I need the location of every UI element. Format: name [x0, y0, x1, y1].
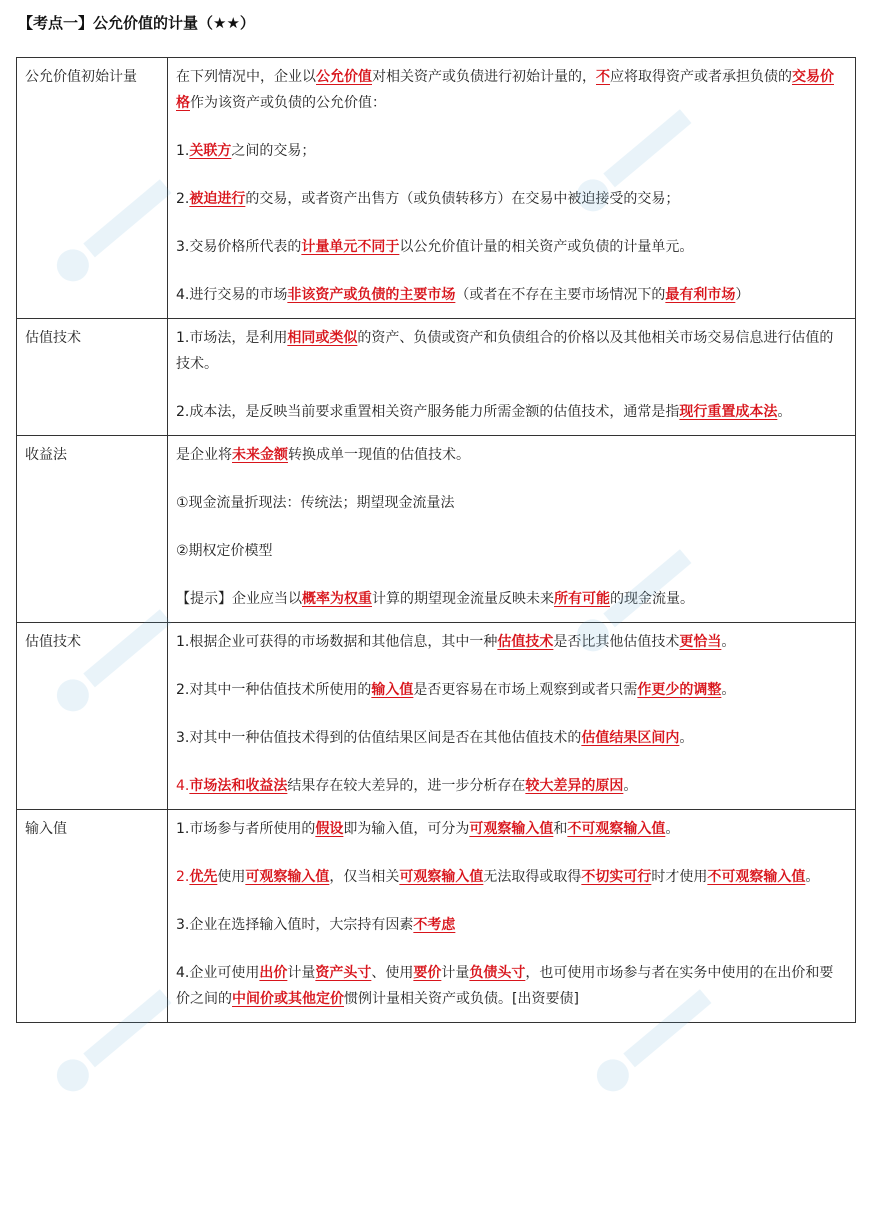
key-term: 未来金额	[232, 447, 288, 463]
table-row	[17, 436, 856, 623]
key-term: 不可观察输入值	[707, 869, 806, 885]
text-segment: 对相关资产或负债进行初始计量的，	[372, 69, 596, 85]
row-label: 估值技术	[17, 319, 168, 436]
text-segment: （或者在不存在主要市场情况下的	[455, 287, 666, 303]
key-term: 优先	[189, 869, 218, 885]
text-segment: 之间的交易；	[231, 143, 316, 159]
key-term: 较大差异的原因	[525, 778, 624, 794]
row-content	[168, 319, 856, 436]
content-paragraph	[176, 586, 847, 612]
key-term: 最有利市场	[665, 287, 736, 303]
table-row	[17, 810, 856, 1023]
text-segment: 惯例计量相关资产或负债。[出资要债]	[344, 991, 579, 1007]
key-term: 所有可能	[554, 591, 610, 607]
text-segment: 作为该资产或负债的公允价值：	[190, 95, 386, 111]
content-paragraph	[176, 629, 847, 655]
text-segment: 【提示】企业应当以	[176, 591, 302, 607]
content-paragraph	[176, 138, 847, 164]
key-term: 可观察输入值	[469, 821, 554, 837]
content-paragraph	[176, 912, 847, 938]
text-segment: ，也可使用市场参与者在实务中使用的在出价和要价之间的	[176, 965, 834, 1007]
key-term: 出价	[259, 965, 288, 981]
key-term: 概率为权重	[302, 591, 372, 607]
text-segment: 是否比其他估值技术	[553, 634, 680, 650]
key-term: 非该资产或负债的主要市场	[287, 287, 456, 303]
key-term: 假设	[315, 821, 344, 837]
key-term: 更恰当	[679, 634, 722, 650]
row-content	[168, 810, 856, 1023]
key-term: 资产头寸	[315, 965, 372, 981]
content-paragraph	[176, 538, 847, 564]
text-segment: 的现金流量。	[610, 591, 694, 607]
key-term: 可观察输入值	[245, 869, 330, 885]
text-segment: 1.	[176, 143, 190, 159]
key-term: 计量单元不同于	[301, 239, 400, 255]
content-paragraph	[176, 816, 847, 842]
key-term: 公允价值	[316, 69, 372, 85]
text-segment: ②期权定价模型	[176, 543, 273, 559]
content-paragraph	[176, 64, 847, 116]
key-term: 交易价格	[176, 69, 834, 111]
row-label: 公允价值初始计量	[17, 58, 168, 319]
text-segment: 结果存在较大差异的，进一步分析存在	[287, 778, 526, 794]
text-segment: 转换成单一现值的估值技术。	[288, 447, 470, 463]
content-paragraph	[176, 725, 847, 751]
key-term: 负债头寸	[469, 965, 526, 981]
text-segment: 应将取得资产或者承担负债的	[610, 69, 792, 85]
text-segment: 的交易，或者资产出售方（或负债转移方）在交易中被迫接受的交易；	[245, 191, 680, 207]
key-term: 相同或类似	[287, 330, 358, 346]
text-segment: 是否更容易在市场上观察到或者只需	[413, 682, 638, 698]
key-term: 可观察输入值	[399, 869, 484, 885]
text-segment: 1.市场参与者所使用的	[176, 821, 316, 837]
text-segment: 2.对其中一种估值技术所使用的	[176, 682, 372, 698]
content-paragraph	[176, 399, 847, 425]
row-content	[168, 436, 856, 623]
key-term: 不考虑	[413, 917, 456, 933]
key-term: 关联方	[189, 143, 232, 159]
text-segment: 的资产、负债或资产和负债组合的价格以及其他相关市场交易信息进行估值的技术。	[176, 330, 834, 372]
item-number: 2.	[176, 869, 190, 885]
text-segment: 1.根据企业可获得的市场数据和其他信息，其中一种	[176, 634, 498, 650]
content-paragraph	[176, 490, 847, 516]
text-segment: 使用	[217, 869, 246, 885]
text-segment: 1.市场法，是利用	[176, 330, 288, 346]
text-segment: 。	[805, 869, 820, 885]
key-term: 不	[596, 69, 610, 85]
text-segment: 和	[553, 821, 568, 837]
text-segment: 、使用	[371, 965, 414, 981]
content-paragraph	[176, 325, 847, 377]
text-segment: 无法取得或取得	[483, 869, 582, 885]
text-segment: 3.交易价格所代表的	[176, 239, 302, 255]
key-term: 现行重置成本法	[679, 404, 778, 420]
text-segment: 3.对其中一种估值技术得到的估值结果区间是否在其他估值技术的	[176, 730, 582, 746]
text-segment: 。	[679, 730, 694, 746]
key-term: 估值技术	[497, 634, 554, 650]
table-body	[17, 58, 856, 1023]
text-segment: 是企业将	[176, 447, 232, 463]
text-segment: 2.成本法，是反映当前要求重置相关资产服务能力所需金额的估值技术，通常是指	[176, 404, 680, 420]
content-paragraph	[176, 282, 847, 308]
text-segment: 计量	[441, 965, 470, 981]
key-term: 估值结果区间内	[581, 730, 680, 746]
table-row	[17, 623, 856, 810]
row-content	[168, 58, 856, 319]
text-segment: 即为输入值，可分为	[343, 821, 470, 837]
content-paragraph	[176, 234, 847, 260]
text-segment: ）	[735, 287, 750, 303]
table-row	[17, 58, 856, 319]
key-term: 输入值	[371, 682, 414, 698]
page-heading: 【考点一】公允价值的计量（★★）	[18, 14, 255, 32]
item-number: 4.	[176, 778, 190, 794]
text-segment: 。	[623, 778, 638, 794]
text-segment: 4.进行交易的市场	[176, 287, 288, 303]
text-segment: 。	[777, 404, 792, 420]
key-term: 被迫进行	[189, 191, 246, 207]
text-segment: ①现金流量折现法：传统法；期望现金流量法	[176, 495, 455, 511]
row-label: 收益法	[17, 436, 168, 623]
text-segment: 2.	[176, 191, 190, 207]
text-segment: 以公允价值计量的相关资产或负债的计量单元。	[399, 239, 694, 255]
key-term: 要价	[413, 965, 442, 981]
key-term: 作更少的调整	[637, 682, 722, 698]
key-term: 市场法和收益法	[189, 778, 288, 794]
key-term: 不切实可行	[581, 869, 652, 885]
text-segment: 。	[721, 682, 736, 698]
text-segment: 计量	[287, 965, 316, 981]
row-content	[168, 623, 856, 810]
text-segment: 计算的期望现金流量反映未来	[372, 591, 554, 607]
key-term: 中间价或其他定价	[232, 991, 344, 1007]
content-paragraph	[176, 864, 847, 890]
text-segment: 4.企业可使用	[176, 965, 260, 981]
table-row	[17, 319, 856, 436]
content-paragraph	[176, 960, 847, 1012]
row-label: 估值技术	[17, 623, 168, 810]
text-segment: 。	[721, 634, 736, 650]
content-paragraph	[176, 442, 847, 468]
text-segment: 。	[665, 821, 680, 837]
text-segment: ，仅当相关	[329, 869, 400, 885]
text-segment: 时才使用	[651, 869, 708, 885]
key-term: 不可观察输入值	[567, 821, 666, 837]
content-paragraph	[176, 186, 847, 212]
row-label: 输入值	[17, 810, 168, 1023]
content-paragraph	[176, 773, 847, 799]
text-segment: 3.企业在选择输入值时，大宗持有因素	[176, 917, 414, 933]
knowledge-table	[16, 57, 856, 1023]
text-segment: 在下列情况中，企业以	[176, 69, 316, 85]
content-paragraph	[176, 677, 847, 703]
